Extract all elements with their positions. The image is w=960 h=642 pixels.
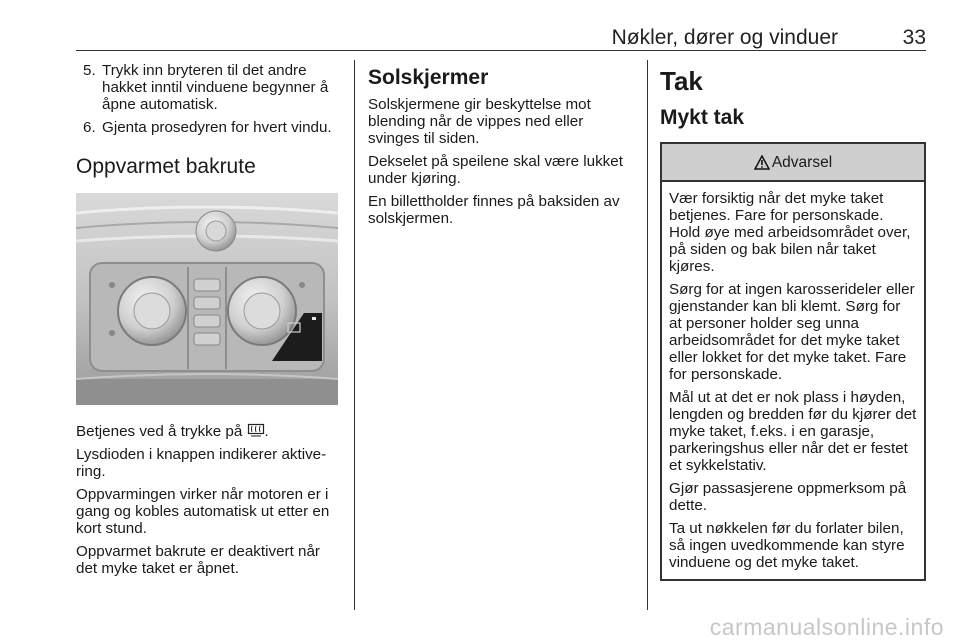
- warning-paragraph: Ta ut nøkkelen før du forlater bilen, så ingen uvedkommende kan styre vinduene og det myke taket.: [669, 520, 905, 571]
- warning-title: Advarsel: [771, 153, 833, 171]
- rear-window-heating-icon: [247, 423, 265, 438]
- step-text: Gjenta prosedyren for hvert vindu.: [102, 119, 332, 136]
- heading-sun-visors: Solskjermer: [368, 66, 489, 89]
- paragraph-led: Lysdioden i knappen indikerer aktivering.: [76, 446, 327, 480]
- paragraph-ticket-holder: En billettholder finnes på baksiden av solskjermen.: [368, 193, 620, 227]
- warning-box: [660, 142, 926, 581]
- warning-paragraph: Sørg for at ingen karosserideler eller gjenstander kan bli klemt. Sørg for at personer holder seg unna arbeidsområdet for det myke taket eller lokket for det myke taket. Fare for personskade.: [669, 281, 915, 383]
- column-right: [660, 62, 926, 581]
- warning-triangle-icon: [754, 155, 770, 170]
- section-title: Nøkler, dører og vinduer: [611, 26, 838, 49]
- warning-body: [662, 182, 924, 579]
- warning-paragraph: Vær forsiktig når det myke taket betjenes. Fare for personskade. Hold øye med arbeidsområdet over, på siden og bak bilen når taket kjøres.: [669, 190, 911, 275]
- list-item: [76, 119, 340, 136]
- column-middle: [368, 62, 636, 233]
- step-text: Trykk inn bryteren til det andre hakket inntil vinduene begynner å åpne automatisk.: [102, 62, 329, 113]
- warning-paragraph: Mål ut at det er nok plass i høyden, lengden og bredden før du kjører det myke taket, f.eks. i en garasje, parkeringshus eller når det er festet et sykkelstativ.: [669, 389, 917, 474]
- paragraph-mirror-cover: Dekselet på speilene skal være lukket under kjøring.: [368, 153, 623, 187]
- paragraph-operation-text: Betjenes ved å trykke på: [76, 423, 247, 440]
- climate-control-panel-photo: [76, 193, 338, 405]
- step-number: 5.: [83, 62, 96, 79]
- warning-header: [662, 144, 924, 182]
- list-item: [76, 62, 340, 113]
- heading-soft-top: Mykt tak: [660, 106, 745, 129]
- column-left: [76, 62, 340, 583]
- column-divider-2: [647, 60, 648, 610]
- paragraph-operation-end: .: [264, 423, 269, 440]
- page-number: 33: [902, 26, 926, 49]
- paragraph-sun-visor-protection: Solskjermene gir beskyttelse mot blending når de vippes ned eller svinges til siden.: [368, 96, 591, 147]
- heading-heated-rear-window: Oppvarmet bakrute: [76, 155, 256, 178]
- paragraph-heating: Oppvarmingen virker når motoren er i gang og kobles automatisk ut etter en kort stund.: [76, 486, 330, 537]
- page-header: [76, 26, 926, 52]
- step-number: 6.: [83, 119, 96, 136]
- heading-roof: Tak: [660, 66, 703, 96]
- window-steps-list: [76, 62, 340, 136]
- paragraph-operation: [76, 423, 340, 440]
- watermark: carmanualsonline.info: [709, 614, 944, 640]
- paragraph-deactivated: Oppvarmet bakrute er deaktivert når det myke taket er åpnet.: [76, 543, 320, 577]
- header-rule: [76, 50, 926, 51]
- column-divider-1: [354, 60, 355, 610]
- warning-paragraph: Gjør passasjerene oppmerksom på dette.: [669, 480, 907, 514]
